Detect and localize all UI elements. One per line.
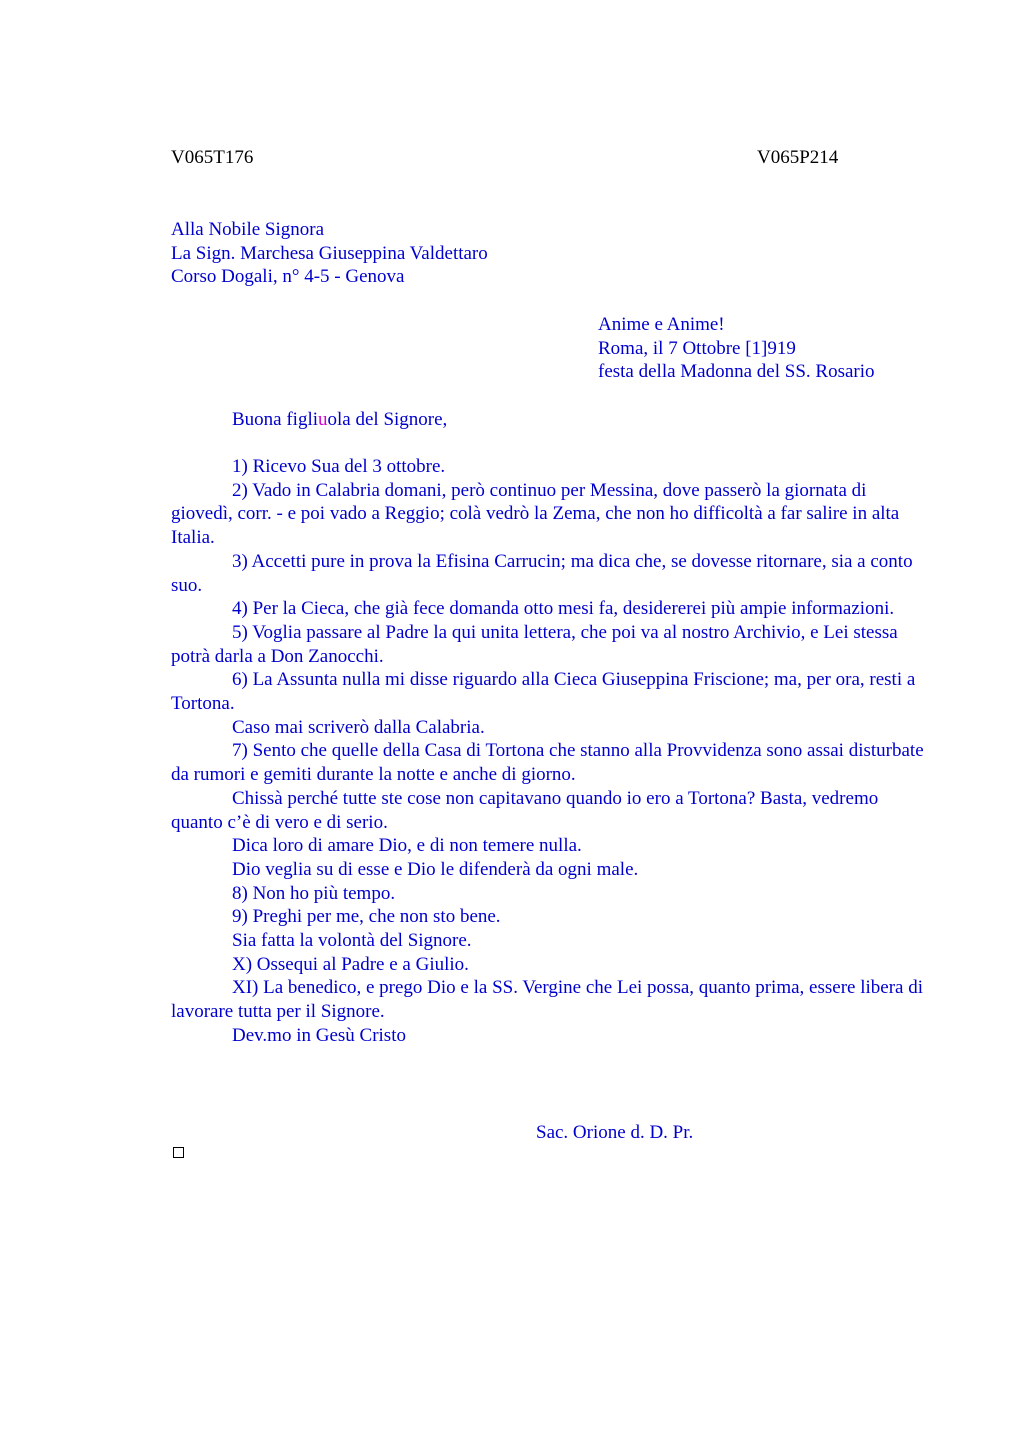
paragraph-5: 5) Voglia passare al Padre la qui unita lettera, che poi va al nostro Archivio, e Lei stessa potrà darla a Don Zanocchi. bbox=[171, 621, 898, 667]
dateline bbox=[598, 313, 875, 384]
place-date: Roma, il 7 Ottobre [1]919 bbox=[598, 337, 796, 359]
paragraph-1: 1) Ricevo Sua del 3 ottobre. bbox=[232, 456, 446, 477]
feast-day: festa della Madonna del SS. Rosario bbox=[598, 361, 875, 383]
paragraph-2: 2) Vado in Calabria domani, però continuo per Messina, dove passerò la giornata di giovedì, corr. - e poi vado a Reggio; colà vedrò la Zema, che non ho difficoltà a far salire in alta Italia. bbox=[171, 479, 900, 549]
salutation-pre: Buona figli bbox=[232, 409, 319, 430]
paragraph-10: Dica loro di amare Dio, e di non temere nulla. bbox=[232, 835, 582, 857]
document-ref-right: V065P214 bbox=[757, 147, 839, 168]
letter-body bbox=[171, 455, 931, 1048]
recipient-address bbox=[171, 218, 488, 289]
signature: Sac. Orione d. D. Pr. bbox=[536, 1122, 694, 1143]
salutation bbox=[232, 408, 447, 432]
paragraph-8: 7) Sento che quelle della Casa di Tortona che stanno alla Provvidenza sono assai disturbate da rumori e gemiti durante la notte e anche di giorno. bbox=[171, 740, 924, 786]
paragraph-17: Dev.mo in Gesù Cristo bbox=[232, 1024, 406, 1046]
salutation-highlight: u bbox=[318, 409, 328, 430]
recipient-line-2: La Sign. Marchesa Giuseppina Valdettaro bbox=[171, 242, 488, 264]
paragraph-7: Caso mai scriverò dalla Calabria. bbox=[232, 716, 485, 738]
paragraph-16: XI) La benedico, e prego Dio e la SS. Vergine che Lei possa, quanto prima, essere libera di lavorare tutta per il Signore. bbox=[171, 977, 923, 1023]
salutation-post: ola del Signore, bbox=[327, 409, 448, 430]
recipient-line-1: Alla Nobile Signora bbox=[171, 219, 325, 240]
paragraph-4: 4) Per la Cieca, che già fece domanda otto mesi fa, desidererei più ampie informazioni. bbox=[232, 598, 895, 620]
motto: Anime e Anime! bbox=[598, 314, 725, 335]
hollow-square-icon bbox=[173, 1147, 184, 1158]
recipient-line-3: Corso Dogali, n° 4-5 - Genova bbox=[171, 266, 405, 288]
paragraph-12: 8) Non ho più tempo. bbox=[232, 882, 396, 904]
paragraph-14: Sia fatta la volontà del Signore. bbox=[232, 930, 472, 952]
paragraph-6: 6) La Assunta nulla mi disse riguardo alla Cieca Giuseppina Friscione; ma, per ora, resti a Tortona. bbox=[171, 669, 916, 715]
paragraph-13: 9) Preghi per me, che non sto bene. bbox=[232, 906, 501, 928]
paragraph-15: X) Ossequi al Padre e a Giulio. bbox=[232, 953, 469, 975]
paragraph-9: Chissà perché tutte ste cose non capitavano quando io ero a Tortona? Basta, vedremo quanto c’è di vero e di serio. bbox=[171, 787, 879, 833]
paragraph-11: Dio veglia su di esse e Dio le difenderà da ogni male. bbox=[232, 858, 639, 880]
paragraph-3: 3) Accetti pure in prova la Efisina Carrucin; ma dica che, se dovesse ritornare, sia a conto suo. bbox=[171, 550, 913, 596]
document-ref-left: V065T176 bbox=[171, 147, 254, 168]
